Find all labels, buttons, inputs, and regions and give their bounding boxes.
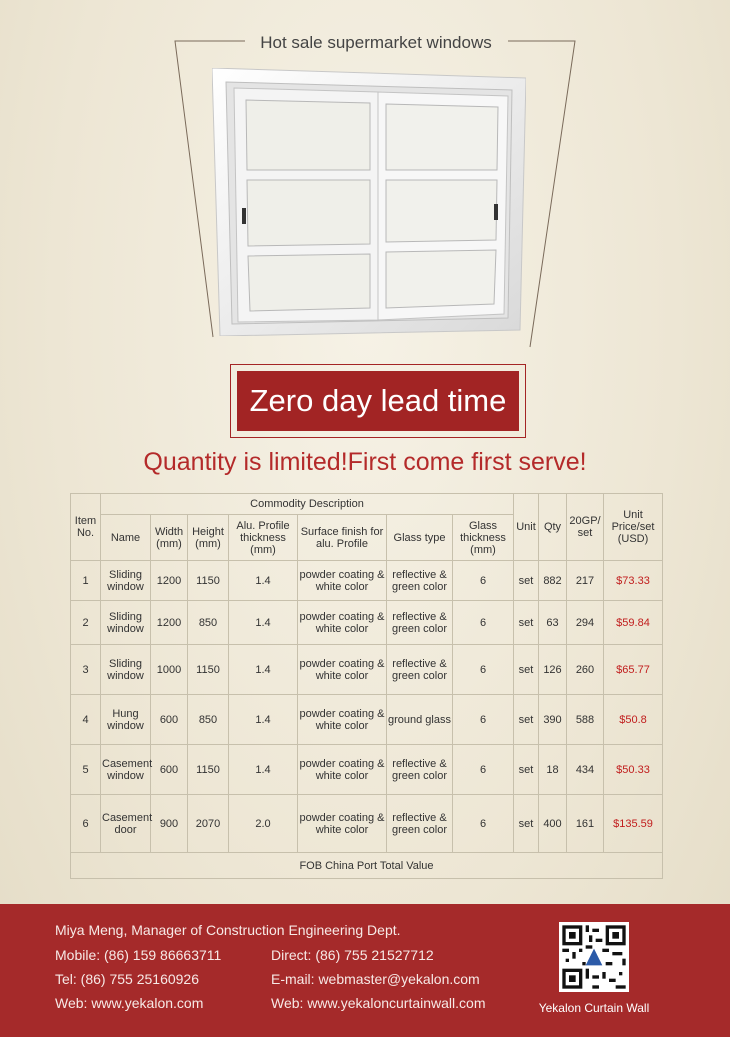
cell-name: Sliding window [101, 645, 151, 695]
cell-profile: 1.4 [229, 561, 298, 601]
cell-no: 5 [71, 745, 101, 795]
cell-qty: 63 [539, 601, 567, 645]
table-row [71, 795, 663, 853]
cell-profile: 1.4 [229, 695, 298, 745]
cell-qty: 400 [539, 795, 567, 853]
cell-finish: powder coating & white color [298, 795, 387, 853]
sliding-window-illustration [212, 68, 526, 336]
cell-name: Sliding window [101, 601, 151, 645]
cell-height: 850 [188, 601, 229, 645]
cell-profile: 2.0 [229, 795, 298, 853]
table-row [71, 601, 663, 645]
cell-no: 1 [71, 561, 101, 601]
website-link-2[interactable]: Web: www.yekaloncurtainwall.com [271, 995, 486, 1011]
cell-finish: powder coating & white color [298, 561, 387, 601]
cell-glass-thickness: 6 [453, 645, 514, 695]
cell-glass: reflective & green color [387, 745, 453, 795]
cell-price: $50.8 [604, 695, 663, 745]
cell-name: Casement window [101, 745, 151, 795]
header-unit: Unit [514, 494, 539, 561]
cell-price: $135.59 [604, 795, 663, 853]
header-commodity-description: Commodity Description [101, 494, 514, 515]
tel-number: Tel: (86) 755 25160926 [55, 971, 199, 987]
cell-glass-thickness: 6 [453, 795, 514, 853]
table-row [71, 561, 663, 601]
cell-glass-thickness: 6 [453, 561, 514, 601]
cell-width: 1200 [151, 601, 188, 645]
mobile-number: Mobile: (86) 159 86663711 [55, 947, 222, 963]
commodity-table [70, 493, 663, 879]
cell-profile: 1.4 [229, 601, 298, 645]
handle-left-icon [242, 208, 246, 224]
cell-qty: 18 [539, 745, 567, 795]
header-profile: Alu. Profile thickness (mm) [229, 515, 298, 561]
cell-height: 1150 [188, 645, 229, 695]
handle-right-icon [494, 204, 498, 220]
cell-name: Casement door [101, 795, 151, 853]
cell-unit: set [514, 561, 539, 601]
qr-caption: Yekalon Curtain Wall [538, 1001, 650, 1015]
qr-code-icon [559, 922, 629, 992]
cell-glass: reflective & green color [387, 795, 453, 853]
cell-qty: 390 [539, 695, 567, 745]
cell-name: Hung window [101, 695, 151, 745]
cell-height: 1150 [188, 561, 229, 601]
cell-no: 3 [71, 645, 101, 695]
table-row [71, 645, 663, 695]
cell-no: 4 [71, 695, 101, 745]
cell-height: 850 [188, 695, 229, 745]
website-link-1[interactable]: Web: www.yekalon.com [55, 995, 204, 1011]
header-item-no: Item No. [71, 494, 101, 561]
promo-tagline: Quantity is limited!First come first serve! [143, 448, 587, 476]
cell-glass-thickness: 6 [453, 745, 514, 795]
cell-20gp: 217 [567, 561, 604, 601]
cell-20gp: 161 [567, 795, 604, 853]
cell-width: 600 [151, 695, 188, 745]
cell-no: 6 [71, 795, 101, 853]
table-footer-row [71, 853, 663, 879]
fob-total-label: FOB China Port Total Value [71, 853, 663, 879]
email-link[interactable]: E-mail: webmaster@yekalon.com [271, 971, 480, 987]
cell-glass-thickness: 6 [453, 601, 514, 645]
cell-price: $50.33 [604, 745, 663, 795]
cell-20gp: 294 [567, 601, 604, 645]
header-20gp: 20GP/ set [567, 494, 604, 561]
direct-number: Direct: (86) 755 21527712 [271, 947, 434, 963]
cell-finish: powder coating & white color [298, 695, 387, 745]
cell-unit: set [514, 645, 539, 695]
cell-width: 600 [151, 745, 188, 795]
cell-finish: powder coating & white color [298, 645, 387, 695]
header-unit-price: Unit Price/set (USD) [604, 494, 663, 561]
cell-qty: 126 [539, 645, 567, 695]
cell-price: $65.77 [604, 645, 663, 695]
cell-price: $59.84 [604, 601, 663, 645]
cell-width: 900 [151, 795, 188, 853]
cell-profile: 1.4 [229, 745, 298, 795]
cell-width: 1000 [151, 645, 188, 695]
cell-finish: powder coating & white color [298, 745, 387, 795]
cell-profile: 1.4 [229, 645, 298, 695]
cell-no: 2 [71, 601, 101, 645]
cell-glass: ground glass [387, 695, 453, 745]
hero-title: Hot sale supermarket windows [260, 33, 492, 52]
header-glass-thickness: Glass thickness (mm) [453, 515, 514, 561]
cell-unit: set [514, 745, 539, 795]
cell-qty: 882 [539, 561, 567, 601]
header-height: Height (mm) [188, 515, 229, 561]
header-qty: Qty [539, 494, 567, 561]
cell-unit: set [514, 795, 539, 853]
cell-20gp: 260 [567, 645, 604, 695]
cell-20gp: 588 [567, 695, 604, 745]
header-glass-type: Glass type [387, 515, 453, 561]
table-row [71, 745, 663, 795]
cell-width: 1200 [151, 561, 188, 601]
contact-name: Miya Meng, Manager of Construction Engineering Dept. [55, 922, 401, 938]
cell-glass: reflective & green color [387, 601, 453, 645]
cell-glass-thickness: 6 [453, 695, 514, 745]
cell-20gp: 434 [567, 745, 604, 795]
cell-glass: reflective & green color [387, 561, 453, 601]
table-row [71, 695, 663, 745]
cell-height: 2070 [188, 795, 229, 853]
cell-unit: set [514, 695, 539, 745]
header-width: Width (mm) [151, 515, 188, 561]
cell-name: Sliding window [101, 561, 151, 601]
cell-finish: powder coating & white color [298, 601, 387, 645]
header-finish: Surface finish for alu. Profile [298, 515, 387, 561]
cell-unit: set [514, 601, 539, 645]
header-name: Name [101, 515, 151, 561]
cell-price: $73.33 [604, 561, 663, 601]
lead-time-banner: Zero day lead time [237, 371, 519, 431]
cell-glass: reflective & green color [387, 645, 453, 695]
cell-height: 1150 [188, 745, 229, 795]
